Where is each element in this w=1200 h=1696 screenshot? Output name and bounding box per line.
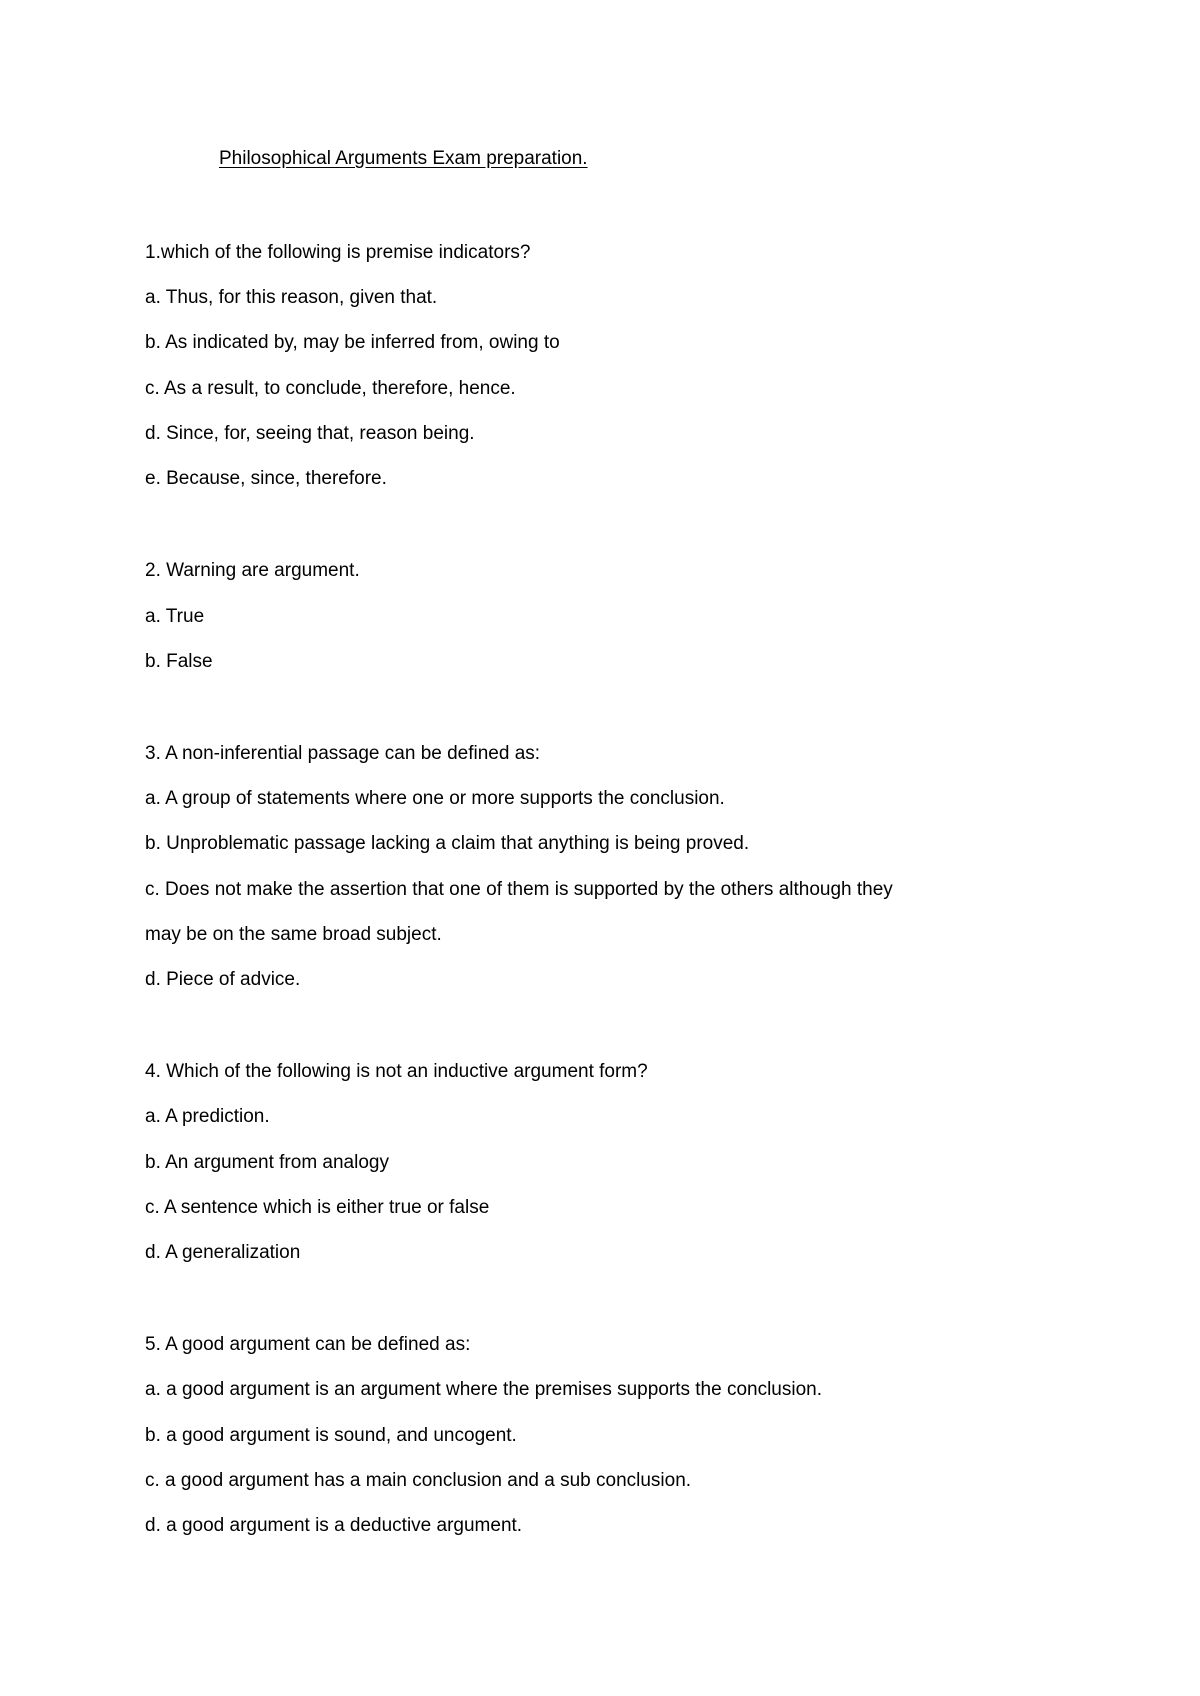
question-4-option-d: d. A generalization	[145, 1242, 301, 1263]
question-2-option-b: b. False	[145, 651, 213, 672]
question-3-text: 3. A non-inferential passage can be defined as:	[145, 743, 541, 764]
question-5-option-c: c. a good argument has a main conclusion and a sub conclusion.	[145, 1470, 692, 1491]
page-title: Philosophical Arguments Exam preparation.	[219, 148, 588, 169]
question-1-option-e: e. Because, since, therefore.	[145, 468, 387, 489]
question-5-text: 5. A good argument can be defined as:	[145, 1334, 471, 1355]
question-4-text: 4. Which of the following is not an inductive argument form?	[145, 1061, 648, 1082]
question-3-option-c: c. Does not make the assertion that one of them is supported by the others although they	[145, 879, 893, 900]
question-1-option-c: c. As a result, to conclude, therefore, hence.	[145, 378, 516, 399]
question-1-text: 1.which of the following is premise indicators?	[145, 242, 531, 263]
question-1-option-d: d. Since, for, seeing that, reason being.	[145, 423, 475, 444]
question-4-option-b: b. An argument from analogy	[145, 1152, 389, 1173]
question-2-text: 2. Warning are argument.	[145, 560, 360, 581]
question-5-option-d: d. a good argument is a deductive argument.	[145, 1515, 523, 1536]
question-1-option-a: a. Thus, for this reason, given that.	[145, 287, 438, 308]
question-5-option-a: a. a good argument is an argument where the premises supports the conclusion.	[145, 1379, 822, 1400]
question-3-option-a: a. A group of statements where one or more supports the conclusion.	[145, 788, 725, 809]
question-4-option-c: c. A sentence which is either true or false	[145, 1197, 490, 1218]
question-4-option-a: a. A prediction.	[145, 1106, 270, 1127]
question-3-option-d: d. Piece of advice.	[145, 969, 301, 990]
question-1-option-b: b. As indicated by, may be inferred from, owing to	[145, 332, 560, 353]
question-3-option-b: b. Unproblematic passage lacking a claim that anything is being proved.	[145, 833, 750, 854]
question-5-option-b: b. a good argument is sound, and uncogent.	[145, 1425, 517, 1446]
question-3-option-c-continued: may be on the same broad subject.	[145, 924, 442, 945]
question-2-option-a: a. True	[145, 606, 205, 627]
